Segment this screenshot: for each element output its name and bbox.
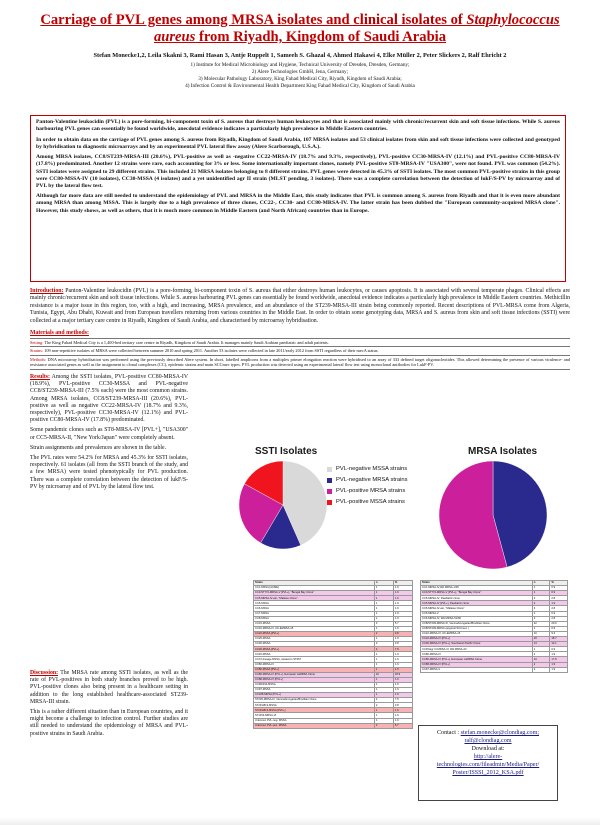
table-cell: 1 <box>374 713 393 718</box>
table-header-cell: Strain <box>421 581 533 586</box>
table-cell: 1 <box>532 611 550 616</box>
table-cell: CC5-MSSA <box>254 601 375 606</box>
abstract-paragraph: Among MRSA isolates, CC8/ST239-MRSA-III (20.6%), PVL-positive as well as -negative CC22-MRSA-IV (18.7% and 9.3%, respectively), PVL-positive CC30-MRSA-IV (12.1%) and PVL-positive CC80-MRSA-IV (17.8%) predominated. Another 12 strains were rare, each accounting for 3% or less. Some internationally important clones, namely PVL-positive ST8-MRSA-IV "USA300", were not found. PVL was common (54.2%). SSTI isolates were assigned to 29 different strains. This included 21 MRSA isolates belonging to 8 different strains. PVL genes were detected in 45.3% of SSTI isolates. The most common PVL-positive strains in this group were CC80-MSSA-IV (10 isolates), CC30-MSSA (4 isolates) and a yet unidentified agr II strain (MLST pending, 3 isolates). There was a complete correlation between the detection of lukF/S-PV by microarray and of PVL by the lateral flow test. <box>36 154 560 189</box>
table-cell: CC188-MRSA [PVL+] <box>254 693 375 698</box>
table-cell: 3 <box>374 621 393 626</box>
table-cell: 3.8 <box>393 703 412 708</box>
methods-heading: Materials and methods: <box>30 330 89 336</box>
table-cell: 0.9 <box>550 626 568 631</box>
legend-swatch <box>327 489 332 494</box>
results-paragraph: The PVL rates were 54.2% for MRSA and 45.3% for SSTI isolates, respectively. 61 isolates (all from the SSTI branch of the study, and a few MRSA) were tested phenotypically for PVL production. There was a complete correlation between the detection of lukF/S-PV by microarray and of PVL by the lateral flow test. <box>30 455 188 490</box>
table-cell: 2 <box>532 652 550 657</box>
table-cell: CC88-MRSA-IV [PVL+] <box>254 677 375 682</box>
table-cell: 1.9 <box>393 657 412 662</box>
setting-line <box>30 340 570 345</box>
abstract-box <box>30 115 566 282</box>
table-cell: 3 <box>374 723 393 728</box>
legend-label: PVL-positive MSSA strains <box>336 499 405 505</box>
table-cell: 1.9 <box>393 662 412 667</box>
setting-label: Setting: <box>30 340 44 345</box>
table-cell: 1.9 <box>393 606 412 611</box>
table-cell: 1 <box>374 662 393 667</box>
table-cell: 1 <box>374 601 393 606</box>
legend-item <box>327 488 417 495</box>
table-cell: 2 <box>532 667 550 672</box>
table-cell: CC97-MSSA <box>254 687 375 692</box>
table-cell: 1 <box>374 586 393 591</box>
mrsa-strain-table <box>420 580 568 673</box>
table-cell: 2.8 <box>550 606 568 611</box>
table-cell: 1 <box>374 652 393 657</box>
table-cell: CC80-MSSA [PVL+] <box>254 667 375 672</box>
table-row <box>254 723 413 728</box>
table-cell: 0.9 <box>550 591 568 596</box>
results-heading: Results: <box>30 374 50 380</box>
contact-email-2[interactable]: ralf@clondiag.com <box>464 738 512 744</box>
legend-item <box>327 477 417 484</box>
table-cell: 1 <box>374 657 393 662</box>
table-cell: CC88-MRSA-IV [PVL+] <box>421 662 533 667</box>
table-cell: 18.9 <box>393 672 412 677</box>
table-cell: CC5-MRSA-IV, Paediatric clone <box>421 596 533 601</box>
legend-swatch <box>327 500 332 505</box>
table-cell: 1 <box>374 718 393 723</box>
table-cell: CC80-MRSA-IV [PVL+], European caMRSA Clone <box>254 672 375 677</box>
table-cell: 1 <box>374 616 393 621</box>
table-cell: 2 <box>374 703 393 708</box>
table-cell: CC30-MRSA-IV [PVL+], Southwest Pacific Clone <box>421 642 533 647</box>
table-cell: 10 <box>532 631 550 636</box>
table-cell: 1 <box>374 606 393 611</box>
table-cell: 2.8 <box>550 596 568 601</box>
affiliation-1: 1) Institute for Medical Microbiology and Hygiene, Technical University of Dresden, Dresden, Germany; <box>190 62 410 68</box>
divider <box>30 355 570 356</box>
table-cell: CC22-MRSA-IV [PVL+] <box>421 637 533 642</box>
ssti-pie-chart <box>238 460 328 550</box>
table-cell: Unknown PVL-neg. MSSA <box>254 718 375 723</box>
affiliation-4: 4) Infection Control & Environmental Health Department King Fahad Medical City, Kingdom of Saudi Arabia <box>185 83 415 89</box>
table-cell: CC80-MRSA-IV <box>254 662 375 667</box>
table-cell: 13 <box>532 642 550 647</box>
table-cell: CC6-MSSA <box>254 606 375 611</box>
poster-title <box>20 12 580 46</box>
table-header-cell: % <box>550 581 568 586</box>
table-cell: 1.9 <box>393 667 412 672</box>
download-url-2[interactable]: Poster/ISSSI_2012_KSA.pdf <box>452 770 524 776</box>
discussion-paragraph: This is a rather different situation than in European countries, and it might become a challenge to infection control. Further studies are still needed to understand the epidemiology of MRSA and PVL-positive strains in Saudi Arabia. <box>30 709 188 737</box>
table-cell: CC8/ST239-MRSA-III, Vienna/Hungarian/Brazilian Clone <box>421 621 533 626</box>
table-cell: 2 <box>374 631 393 636</box>
title-part2: from Riyadh, Kingdom of Saudi Arabia <box>195 29 447 45</box>
table-cell: 0.9 <box>550 647 568 652</box>
legend-label: PVL-positive MRSA strains <box>336 488 406 494</box>
table-cell: 3.8 <box>393 642 412 647</box>
table-cell: 1 <box>532 591 550 596</box>
methods-label: Methods: <box>30 356 47 362</box>
table-cell: 1.9 <box>393 677 412 682</box>
methods-line <box>30 357 570 368</box>
introduction-heading: Introduction: <box>30 288 64 294</box>
strains-label: Strains: <box>30 348 44 354</box>
table-cell: 20 <box>532 637 550 642</box>
table-cell: CC22-MRSA-IV, UK-EMRSA-15 <box>254 626 375 631</box>
table-cell: 1 <box>532 647 550 652</box>
table-cell: CC5-MRSA-IV [PVL+], Paediatric clone <box>421 601 533 606</box>
affiliation-3: 3) Molecular Pathology Laboratory, King Fahad Medical City, Riyadh, Kingdom of Saudi Arabia; <box>198 76 402 82</box>
table-cell: 20.6 <box>550 621 568 626</box>
legend-swatch <box>327 478 332 483</box>
title-italic: Staphylococcus aureus <box>153 12 560 45</box>
discussion-heading: Discussion: <box>30 670 59 676</box>
table-cell: 1.9 <box>393 591 412 596</box>
introduction-section <box>30 288 570 325</box>
results-paragraph: Some pandemic clones such as ST8-MRSA-IV [PVL+], "USA300" or CC5-MRSA-II, "New York/Japan" were completely absent. <box>30 427 188 441</box>
table-row <box>421 667 568 672</box>
mrsa-pie-chart <box>438 460 548 570</box>
table-cell: CC30-MSSA <box>254 642 375 647</box>
table-cell: 1 <box>374 667 393 672</box>
results-text-1: Among the SSTI isolates, PVL-positive CC80-MRSA-IV (18.9%), PVL-positive CC30-MSSA and PVL-negative CC8/ST239-MRSA-III (7.5% each) were the most common strains. Among MRSA isolates, CC8/ST239-MRSA-III (20.6%), PVL-positive as well as negative CC22-MRSA-IV (18.7% and 9.3%, respectively), PVL-positive CC30-MRSA-IV (12.1%) and PVL-positive CC80-MRSA-IV (17.8%) predominated. <box>30 374 188 424</box>
abstract-paragraph: Although far more data are still needed to understand the epidemiology of PVL and MRSA in the Middle East, this study indicates that PVL is common among S. aureus from Riyadh and that it is even more abundant among MRSA than among MSSA. This is largely due to a high prevalence of three clones, CC22-, CC30- and CC80-MRSA-IV. The latter strain has been dubbed the "European community-acquired MRSA clone". However, this study shows, as well as others, that it is much more common in Middle Eastern (and North African) countries than in Europe. <box>36 193 560 214</box>
table-cell: 1 <box>374 637 393 642</box>
ssti-chart-title: SSTI Isolates <box>255 446 318 457</box>
table-cell: CC97-MRSA-V <box>421 667 533 672</box>
table-cell: 1 <box>374 693 393 698</box>
table-cell: 1 <box>374 591 393 596</box>
table-cell: 1.9 <box>393 616 412 621</box>
table-cell: 19 <box>532 657 550 662</box>
table-cell: ST291/813-MSSA [PVL+] <box>254 708 375 713</box>
table-cell: 1 <box>374 708 393 713</box>
table-cell: 4 <box>374 647 393 652</box>
table-cell: 1 <box>374 596 393 601</box>
table-header-cell: % <box>393 581 412 586</box>
table-cell: CC1-MRSA-IV,WA MRSA-1/45 <box>421 586 533 591</box>
table-cell: 12.1 <box>550 642 568 647</box>
table-cell: CC5-MRSA-IV+ter, "Maltese Clone" <box>421 606 533 611</box>
table-cell: CC7-MSSA <box>254 611 375 616</box>
table-cell: 10 <box>374 672 393 677</box>
table-cell: 1.9 <box>393 626 412 631</box>
table-cell: 3 <box>532 616 550 621</box>
table-cell: 9.3 <box>550 631 568 636</box>
divider <box>30 346 570 347</box>
legend-swatch <box>327 467 332 472</box>
table-cell: 1.9 <box>393 687 412 692</box>
table-cell: CC8/ST239-MRSA-(atypical SCCmec ) <box>421 626 533 631</box>
table-cell: CC1/ST772-MRSA-V [PVL+], "Bengal Bay Clone" <box>421 591 533 596</box>
methods-text: DNA microarray hybridisation was performed using the previously described Alere system. In short, labelled amplicons from a multiplex primer elongation reaction were hybridised to an array of 333 defined target oligonucleotides. This allowed determining the presence of various virulence- and resistance associated genes as well as the assignment to clonal complexes (CC), epidemic strains and main SCCmec types. PVL production was detected using an experimental lateral flow test using monoclonal antibodies for LukF-PV. <box>30 356 570 368</box>
table-cell: 1.9 <box>393 713 412 718</box>
table-cell: 5.7 <box>393 621 412 626</box>
table-cell: 4 <box>374 698 393 703</box>
legend-label: PVL-negative MSSA strains <box>336 466 408 472</box>
results-paragraph: Strain assignments and prevalences are shown in the table. <box>30 444 167 451</box>
introduction-text: Panton-Valentine leukocidin (PVL) is a pore-forming, bi-component toxin of S. aureus that either destroys human leukocytes, or causes apoptosis. It is associated with several temperate phages. Clinical effects are mainly chronic/recurrent skin and soft tissue infections. While S. aureus harbouring PVL genes can essentially be found worldwide, anecdotal evidence indicates a particularly high prevalence in Middle Eastern countries. Methicillin resistance is a major issue in this region, too, with a high, and increasing, MRSA prevalence, and an abundance of the ST239-MRSA-III strain being commonly reported. Recent descriptions of PVL-MRSA come from Algeria, Tunisia, Egypt, Abu Dhabi, Kuwait and from European travellers returning from various countries in the Middle East. In order to obtain some genotyping data, MRSA and S. aureus from skin and soft tissue infections (SSTI) were collected at a major tertiary care centre in Riyadh, Kingdom of Saudi Arabia, and characterised by microarray hybridisation. <box>30 288 570 324</box>
mrsa-chart-title: MRSA Isolates <box>468 446 538 457</box>
author-list: Stefan Monecke1,2, Leila Skakni 3, Rami Hasan 3, Antje Ruppelt 1, Sameeh S. Ghazal 4, Ahmed Hakawi 4, Elke Müller 2, Peter Slickers 2, Ralf Ehricht 2 <box>93 52 507 59</box>
table-cell: 1.9 <box>393 601 412 606</box>
table-cell: 1 <box>374 626 393 631</box>
legend-label: PVL-negative MRSA strains <box>336 477 408 483</box>
page-bottom-shade <box>0 817 600 825</box>
table-cell: CC5-MRSA-IV+ter, "Maltese Clone" <box>254 596 375 601</box>
download-label: Download at: <box>471 746 505 752</box>
table-cell: 3.8 <box>393 631 412 636</box>
table-cell: 1.9 <box>393 682 412 687</box>
table-cell: 1.9 <box>550 601 568 606</box>
table-cell: CC45-MSSA <box>254 652 375 657</box>
divider <box>30 338 570 339</box>
table-cell: 1.9 <box>393 652 412 657</box>
table-cell: 18.7 <box>550 637 568 642</box>
discussion-paragraph <box>30 670 188 706</box>
table-cell: 22 <box>532 621 550 626</box>
discussion-text-1: The MRSA rate among SSTI isolates, as well as the rate of PVL-positives in both study branches proved to be high. PVL-positive clones also being present in a healthcare setting in addition to the long established healthcare-associated ST239-MRSA-III strain. <box>30 670 188 705</box>
table-cell: CC22-MSSA [PVL+] <box>254 631 375 636</box>
table-cell: CC1-MSSA [ACME] <box>254 586 375 591</box>
table-cell: CC45/agr IV-MRSA-IV, WA MRSA-23 <box>421 647 533 652</box>
table-cell: CC22-MRSA-IV, UK-EMRSA-15 <box>421 631 533 636</box>
table-cell: 1 <box>374 611 393 616</box>
table-cell: CC8-MSSA <box>254 616 375 621</box>
strains-text: 109 non-repetitive isolates of MRSA were collected between summer 2010 and spring 2011. Another 53 isolates were collected in late 2011/early 2012 from SSTI regardless of their mecA status. <box>43 348 379 354</box>
table-cell: ST291/813-MSSA <box>254 703 375 708</box>
table-cell: CC30-MSSA [PVL+] <box>254 647 375 652</box>
strains-line <box>30 348 570 353</box>
table-cell: CC80-MRSA-IV [PVL+], European caMRSA Clone <box>421 657 533 662</box>
table-cell: 1.9 <box>550 667 568 672</box>
table-header-cell: n <box>374 581 393 586</box>
table-cell: 7.5 <box>393 698 412 703</box>
ssti-strain-table <box>253 580 413 729</box>
table-cell: ST1153-MRSA-VI <box>254 713 375 718</box>
table-cell: 1 <box>374 677 393 682</box>
table-cell: 1 <box>532 586 550 591</box>
legend-item <box>327 466 417 473</box>
abstract-paragraph: Panton-Valentine leukocidin (PVL) is a pore-forming, bi-component toxin of S. aureus that destroys human leukocytes and that is associated mainly with chronic/recurrent skin and soft tissue infections. While S. aureus harbouring PVL genes can essentially be found worldwide, anecdotal evidence indicates a particularly high prevalence in Middle Eastern countries. <box>36 119 560 133</box>
table-cell: 2.8 <box>550 616 568 621</box>
methods-section <box>30 330 570 371</box>
table-cell: 1.9 <box>393 693 412 698</box>
setting-text: The King Fahad Medical City is a 1,400-bed tertiary care centre in Riyadh, Kingdom of Saudi Arabia. It manages mainly Saudi Arabian paediatric and adult patients. <box>43 340 329 345</box>
table-cell: 1.9 <box>393 718 412 723</box>
contact-box <box>418 725 558 801</box>
table-cell: 0.9 <box>550 611 568 616</box>
download-url-1[interactable]: http://alere-technologies.com/fileadmin/Media/Paper/ <box>436 754 540 768</box>
table-cell: 1 <box>374 687 393 692</box>
contact-line <box>424 729 552 737</box>
table-cell: 2 <box>374 642 393 647</box>
table-cell: CC5-MRSA-V <box>421 611 533 616</box>
table-cell: ST239-MRSA-III, Vienna/Hungarian/Brazilian Clone <box>254 698 375 703</box>
table-cell: 1 <box>532 626 550 631</box>
affiliations <box>20 62 580 90</box>
table-cell: 1.9 <box>393 586 412 591</box>
table-cell: CC6-MRSA-IV, WA MRSA-51/66 <box>421 616 533 621</box>
results-paragraph <box>30 374 188 424</box>
table-cell: 3 <box>532 606 550 611</box>
table-cell: CC25-MSSA <box>254 637 375 642</box>
table-cell: CC80-MRSA-IV <box>421 652 533 657</box>
table-cell: CC96/234-MSSA <box>254 682 375 687</box>
table-cell: 2 <box>532 601 550 606</box>
abstract-paragraph: In order to obtain data on the carriage of PVL genes among S. aureus from Riyadh, Kingdom of Saudi Arabia, 107 MRSA isolates and 53 clinical isolates from skin and soft tissue infections were collected and genotyped by hybridisation to diagnostic microarrays and by an experimental PVL lateral flow assay (Alere Scarborough, U.S.A.). <box>36 136 560 150</box>
title-part1: Carriage of PVL genes among MRSA isolates and clinical isolates of <box>40 12 467 28</box>
table-cell: 0.9 <box>550 586 568 591</box>
table-cell: 3 <box>532 596 550 601</box>
table-cell: 1.9 <box>393 611 412 616</box>
table-cell: 2 <box>532 662 550 667</box>
table-cell: 1.9 <box>393 637 412 642</box>
contact-email-1[interactable]: stefan.monecke@clondiag.com; <box>460 730 540 736</box>
table-cell: 1 <box>374 682 393 687</box>
table-cell: Unknown PVL-pos. MSSA <box>254 723 375 728</box>
table-cell: CC15-MSSA <box>254 621 375 626</box>
legend-item <box>327 499 417 506</box>
table-cell: 17.8 <box>550 657 568 662</box>
table-cell: 5.7 <box>393 723 412 728</box>
table-cell: CC72-lineage MSSA, related to ST667 <box>254 657 375 662</box>
contact-label: Contact : <box>436 730 460 736</box>
table-cell: 1.9 <box>550 652 568 657</box>
table-cell: 1.9 <box>550 662 568 667</box>
table-cell: 1.9 <box>393 596 412 601</box>
table-header-cell: n <box>532 581 550 586</box>
affiliation-2: 2) Alere Technologies GmbH, Jena, Germany; <box>251 69 349 75</box>
discussion-section <box>30 670 188 741</box>
divider <box>30 369 570 370</box>
chart-legend <box>327 466 417 510</box>
table-cell: CC1/ST772-MRSA-V [PVL+], "Bengal Bay Clone" <box>254 591 375 596</box>
table-header-cell: Strain <box>254 581 375 586</box>
results-section <box>30 374 188 494</box>
table-cell: 7.5 <box>393 647 412 652</box>
table-cell: 1.9 <box>393 708 412 713</box>
